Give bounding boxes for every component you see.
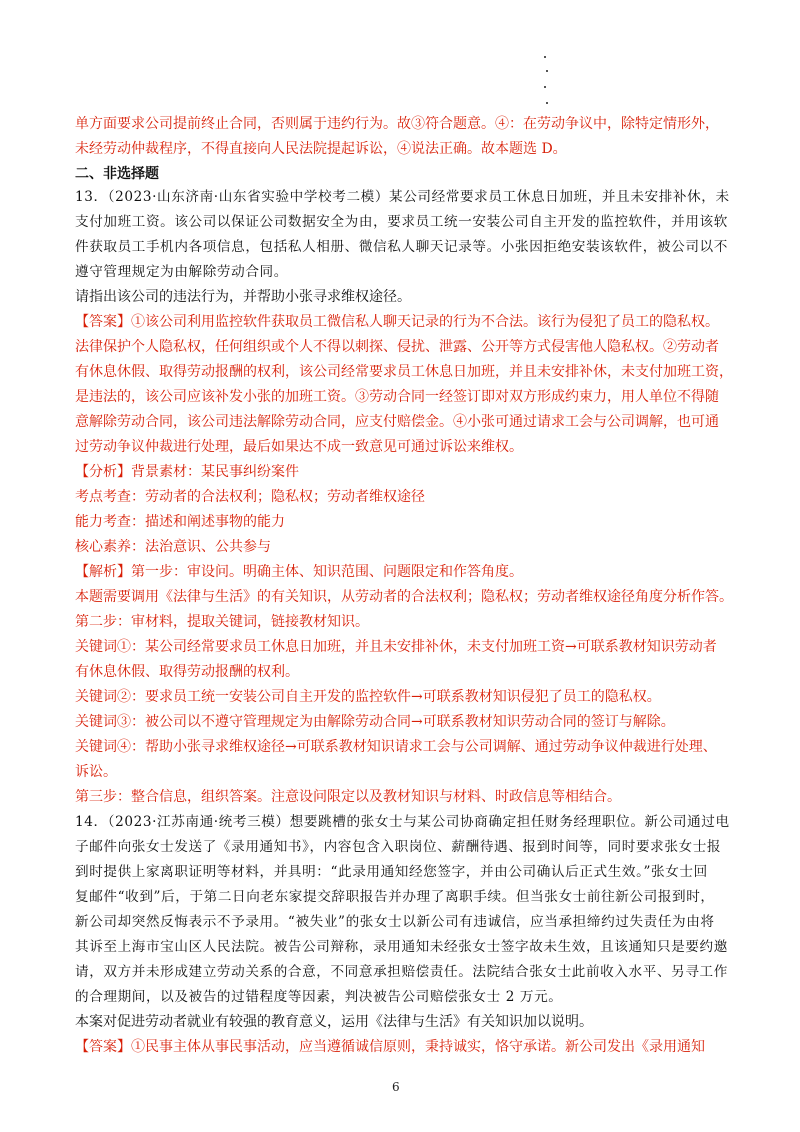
q13-analysis-line: 核心素养：法治意识、公共参与: [75, 539, 271, 555]
q14-stem-line: 14．（2023·江苏南通·统考三模）想要跳槽的张女士与某公司协商确定担任财务经理职位。新公司通过电: [75, 814, 730, 830]
q13-explanation-line: 本题需要调用《法律与生活》的有关知识，从劳动者的合法权利；隐私权；劳动者维权途径角度分析作答。: [75, 589, 733, 605]
q13-analysis-line: 【分析】背景素材：某民事纠纷案件: [75, 464, 299, 480]
page-number: 6: [392, 1080, 400, 1094]
q14-stem-line: 的合理期间，以及被告的过错程度等因素，判决被告公司赔偿张女士 2 万元。: [75, 989, 563, 1005]
q14-stem-line: 子邮件向张女士发送了《录用通知书》，内容包含入职岗位、薪酬待遇、报到时间等，同时要求张女士报: [75, 839, 722, 855]
q14-stem-line: 到时提供上家离职证明等材料，并具明：“此录用通知经您签字，并由公司确认后正式生效。”张女士回: [75, 864, 708, 880]
section-heading: 二、非选择题: [75, 166, 159, 182]
q13-explanation-line: 关键词①：某公司经常要求员工休息日加班，并且未安排补休，未支付加班工资→可联系教材知识劳动者: [75, 639, 717, 655]
q13-answer-line: 过劳动争议仲裁进行处理，最后如果达不成一致意见可通过诉讼来维权。: [75, 439, 523, 455]
q13-stem-line: 13．（2023·山东济南·山东省实验中学校考二模）某公司经常要求员工休息日加班，并且未安排补休，未: [75, 189, 730, 205]
q13-analysis-line: 能力考查：描述和阐述事物的能力: [75, 514, 285, 530]
q13-answer-line: 【答案】①该公司利用监控软件获取员工微信私人聊天记录的行为不合法。该行为侵犯了员工的隐私权。: [75, 314, 719, 330]
q14-answer-start: 【答案】①民事主体从事民事活动，应当遵循诚信原则，秉持诚实，恪守承诺。新公司发出《录用通知: [75, 1039, 705, 1055]
q13-stem-line: 件获取员工手机内各项信息，包括私人相册、微信私人聊天记录等。小张因拒绝安装该软件，被公司以不: [75, 239, 728, 255]
q13-answer-line: 法律保护个人隐私权，任何组织或个人不得以刺探、侵扰、泄露、公开等方式侵害他人隐私权。②劳动者: [75, 339, 719, 355]
q14-question: 本案对促进劳动者就业有较强的教育意义，运用《法律与生活》有关知识加以说明。: [75, 1014, 593, 1030]
q13-explanation-line: 关键词②：要求员工统一安装公司自主开发的监控软件→可联系教材知识侵犯了员工的隐私权。: [75, 689, 661, 705]
q13-explanation-line: 关键词③：被公司以不遵守管理规定为由解除劳动合同→可联系教材知识劳动合同的签订与解除。: [75, 714, 675, 730]
q14-stem-line: 复邮件“收到”后，于第二日向老东家提交辞职报告并办理了离职手续。但当张女士前往新公司报到时，: [75, 889, 715, 905]
prev-answer-line-2: 未经劳动仲裁程序，不得直接向人民法院提起诉讼，④说法正确。故本题选 D。: [75, 141, 567, 157]
q13-question: 请指出该公司的违法行为，并帮助小张寻求维权途径。: [75, 289, 411, 305]
q13-explanation-line: 第三步：整合信息，组织答案。注意设问限定以及教材知识与材料、时政信息等相结合。: [75, 789, 621, 805]
q14-stem-line: 新公司却突然反悔表示不予录用。“被失业”的张女士以新公司有违诚信，应当承担缔约过失责任为由将: [75, 914, 715, 930]
q13-explanation-line: 关键词④：帮助小张寻求维权途径→可联系教材知识请求工会与公司调解、通过劳动争议仲裁进行处理、: [75, 739, 717, 755]
q13-stem-line: 遵守管理规定为由解除劳动合同。: [75, 264, 288, 280]
q13-stem-line: 支付加班工资。该公司以保证公司数据安全为由，要求员工统一安装公司自主开发的监控软件，并用该软: [75, 214, 728, 230]
q13-analysis-line: 考点考查：劳动者的合法权利；隐私权；劳动者维权途径: [75, 489, 425, 505]
q13-answer-line: 意解除劳动合同，该公司违法解除劳动合同，应支付赔偿金。④小张可通过请求工会与公司调解，也可通: [75, 414, 719, 430]
q14-stem-line: 其诉至上海市宝山区人民法院。被告公司辩称，录用通知未经张女士签字故未生效，且该通知只是要约邀: [75, 939, 728, 955]
q13-answer-line: 有休息休假、取得劳动报酬的权利，该公司经常要求员工休息日加班，并且未安排补休，未支付加班工资，: [75, 364, 733, 380]
q13-explanation-line: 有休息休假、取得劳动报酬的权利。: [75, 664, 299, 680]
q13-explanation-line: 第二步：审材料，提取关键词，链接教材知识。: [75, 614, 369, 630]
q13-answer-line: 是违法的，该公司应该补发小张的加班工资。③劳动合同一经签订即对双方形成约束力，用人单位不得随: [75, 389, 719, 405]
decorative-dots: [538, 52, 558, 112]
prev-answer-line-1: 单方面要求公司提前终止合同，否则属于违约行为。故③符合题意。④：在劳动争议中，除特定情形外，: [75, 116, 719, 132]
q13-explanation-line: 诉讼。: [75, 764, 117, 780]
q14-stem-line: 请，双方并未形成建立劳动关系的合意，不同意承担赔偿责任。法院结合张女士此前收入水平、另寻工作: [75, 964, 728, 980]
q13-explanation-line: 【解析】第一步：审设问。明确主体、知识范围、问题限定和作答角度。: [75, 564, 523, 580]
